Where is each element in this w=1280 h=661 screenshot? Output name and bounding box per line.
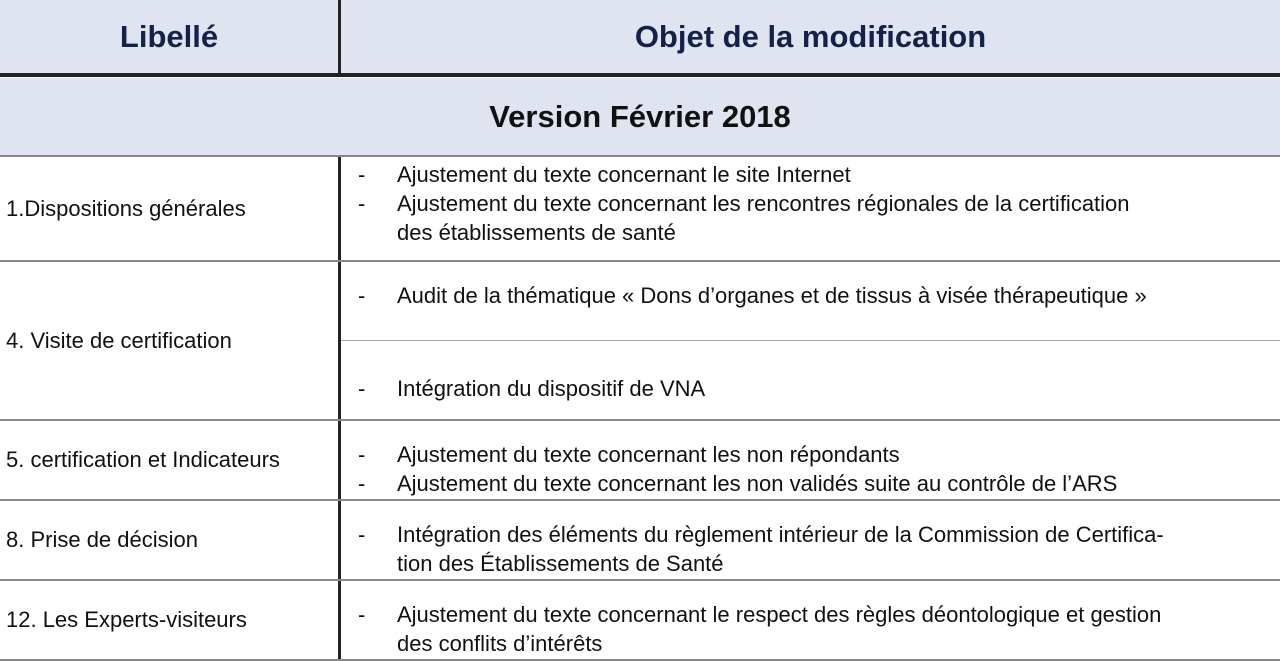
column-divider <box>338 156 341 661</box>
modification-item <box>358 440 1273 469</box>
bullet-dash: - <box>358 376 366 401</box>
item-text: Ajustement du texte concernant les non répondants <box>397 442 900 467</box>
item-text: Ajustement du texte concernant les non validés suite au contrôle de l’ARS <box>397 471 1118 496</box>
bullet-dash: - <box>358 191 366 216</box>
modification-item <box>358 600 1273 658</box>
modification-item <box>358 189 1273 247</box>
divider <box>0 73 1280 77</box>
header-libelle: Libellé <box>119 19 219 54</box>
row-label: 5. certification et Indicateurs <box>6 447 280 472</box>
modification-item <box>358 374 1273 403</box>
row-label: 8. Prise de décision <box>6 527 198 552</box>
header-objet: Objet de la modification <box>634 19 987 54</box>
modification-item <box>358 281 1273 310</box>
bullet-dash: - <box>358 602 366 627</box>
column-divider <box>338 0 341 77</box>
bullet-dash: - <box>358 162 366 187</box>
bullet-dash: - <box>358 442 366 467</box>
divider <box>341 340 1280 341</box>
modification-item <box>358 469 1273 498</box>
row-label: 12. Les Experts-visiteurs <box>6 607 247 632</box>
item-text: Ajustement du texte concernant le respect des règles déontologique et gestion <box>397 602 1162 627</box>
bullet-dash: - <box>358 522 366 547</box>
version-heading: Version Février 2018 <box>0 78 1280 156</box>
item-text: tion des Établissements de Santé <box>397 551 724 576</box>
modification-item <box>358 520 1273 578</box>
bullet-dash: - <box>358 471 366 496</box>
bullet-dash: - <box>358 283 366 308</box>
modification-item <box>358 160 1273 189</box>
item-text: Ajustement du texte concernant les rencontres régionales de la certification <box>397 191 1130 216</box>
item-text: Ajustement du texte concernant le site Internet <box>397 162 851 187</box>
item-text: Intégration des éléments du règlement intérieur de la Commission de Certifica- <box>397 522 1164 547</box>
item-text: Intégration du dispositif de VNA <box>397 376 706 401</box>
item-text: Audit de la thématique « Dons d’organes et de tissus à visée thérapeutique » <box>397 283 1147 308</box>
item-text: des établissements de santé <box>397 220 676 245</box>
row-label: 4. Visite de certification <box>6 327 232 353</box>
row-label: 1.Dispositions générales <box>6 196 246 221</box>
item-text: des conflits d’intérêts <box>397 631 603 656</box>
